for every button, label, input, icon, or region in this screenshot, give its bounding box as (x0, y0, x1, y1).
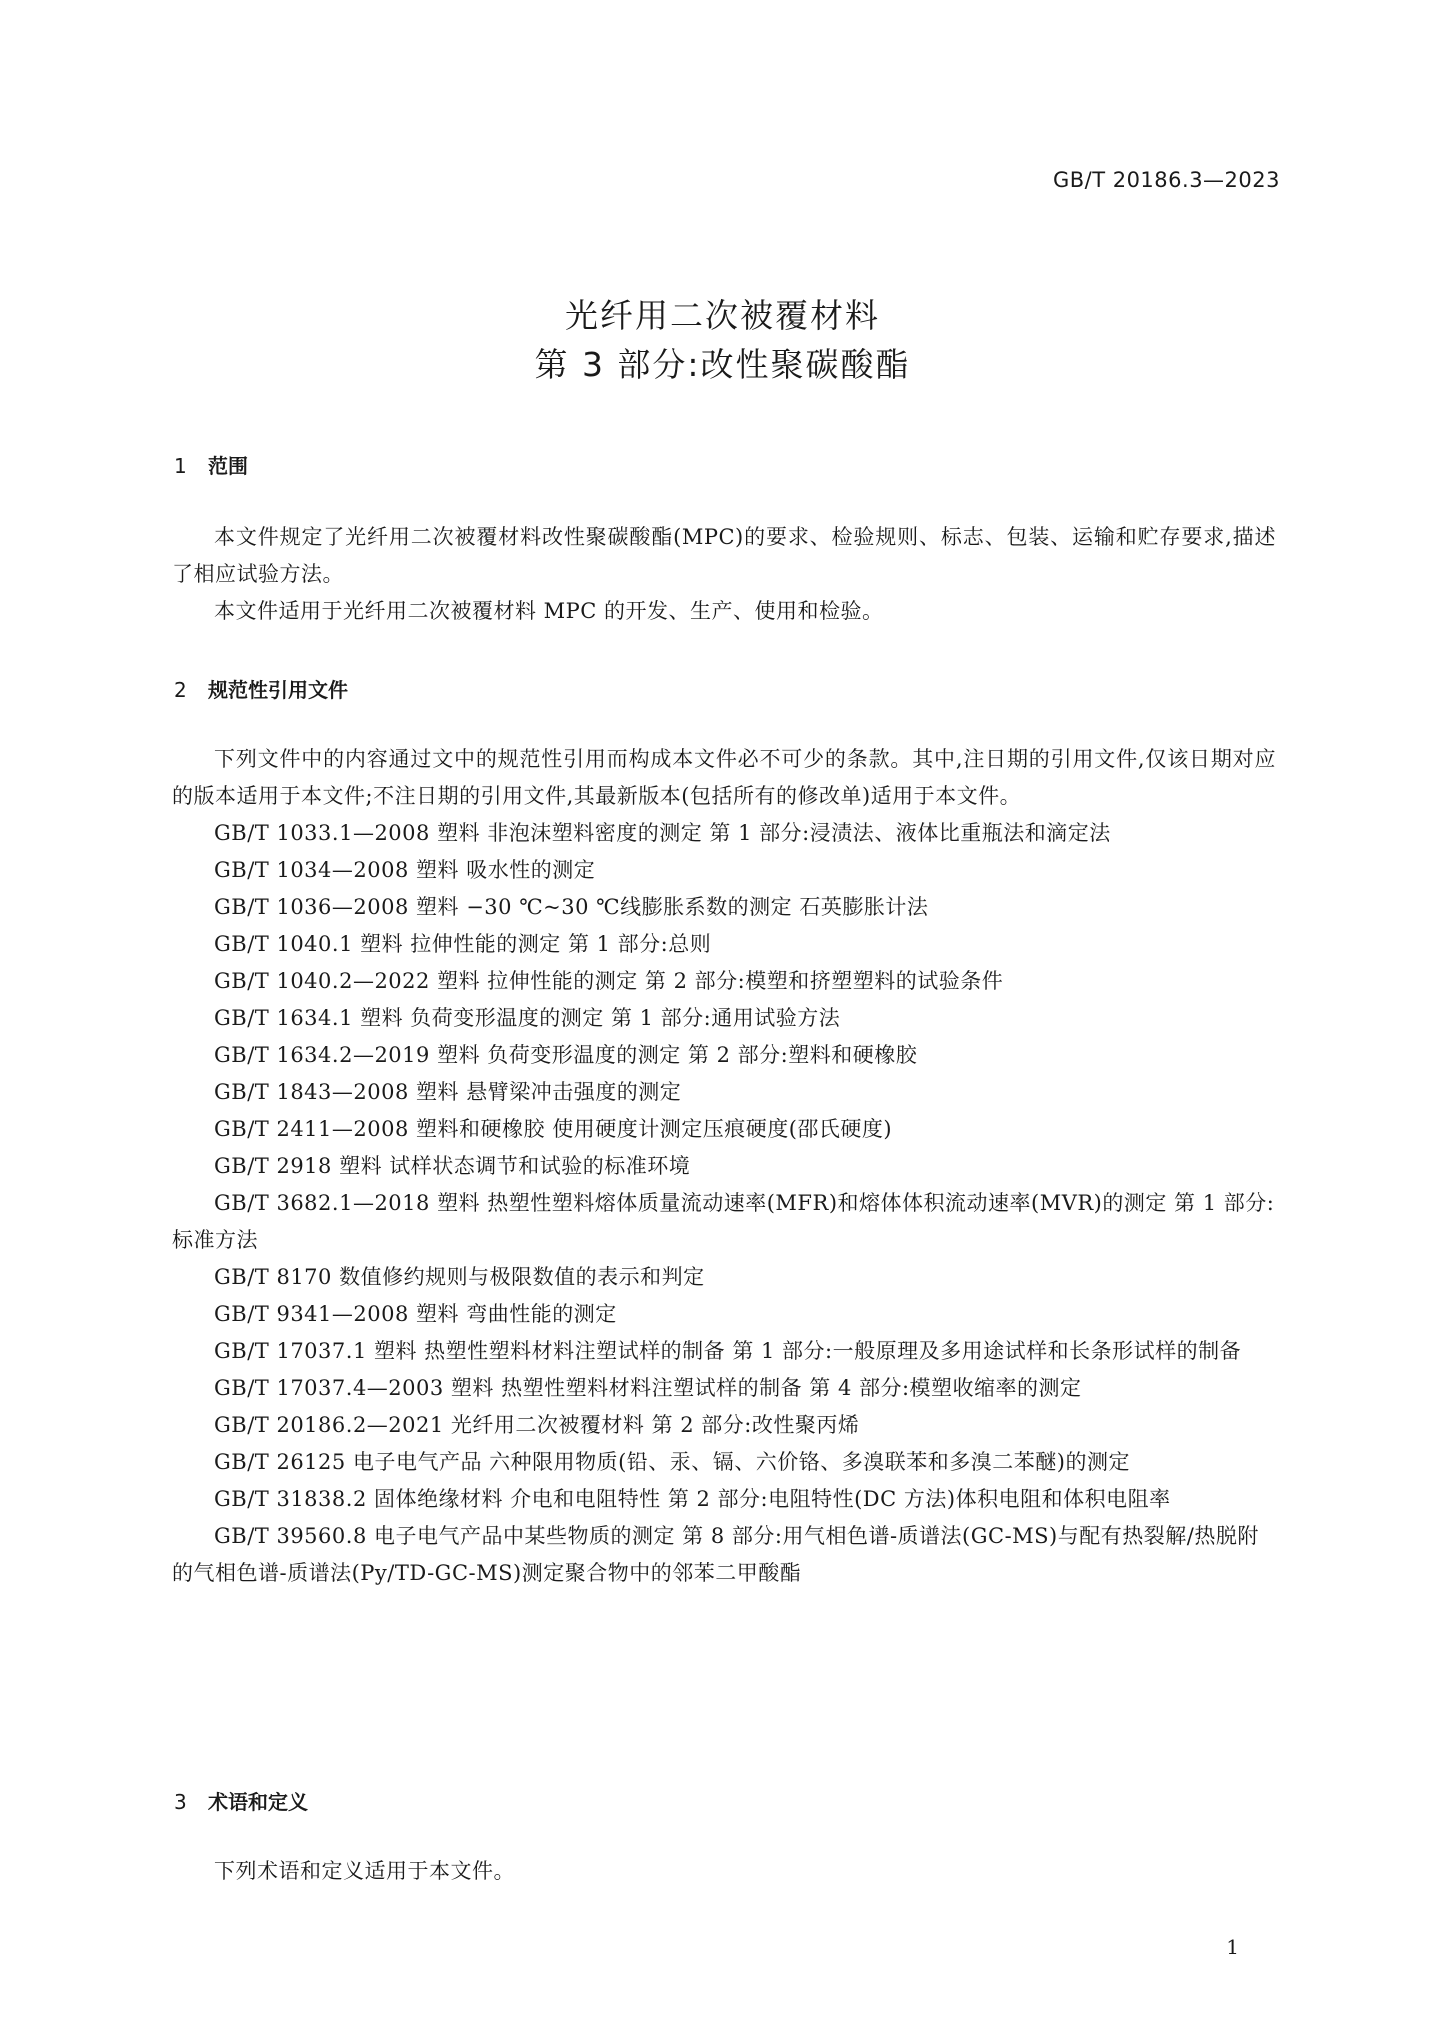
page-number: 1 (1226, 1935, 1239, 1959)
reference-item: GB/T 8170 数值修约规则与极限数值的表示和判定 (214, 1265, 705, 1289)
reference-item: GB/T 17037.4—2003 塑料 热塑性塑料材料注塑试样的制备 第 4 部分:模塑收缩率的测定 (214, 1376, 1082, 1400)
reference-item: GB/T 1034—2008 塑料 吸水性的测定 (214, 858, 596, 882)
document-title-line2: 第 3 部分:改性聚碳酸酯 (534, 345, 911, 384)
reference-item: GB/T 26125 电子电气产品 六种限用物质(铅、汞、镉、六价铬、多溴联苯和多溴二苯醚)的测定 (214, 1450, 1131, 1474)
section-number: 1 (174, 454, 187, 478)
section-1-heading (174, 450, 248, 479)
reference-item: GB/T 1634.2—2019 塑料 负荷变形温度的测定 第 2 部分:塑料和硬橡胶 (214, 1043, 918, 1067)
reference-item: GB/T 1036—2008 塑料 −30 ℃~30 ℃线膨胀系数的测定 石英膨胀计法 (214, 895, 929, 919)
standard-code: GB/T 20186.3—2023 (1052, 168, 1280, 192)
reference-item: GB/T 31838.2 固体绝缘材料 介电和电阻特性 第 2 部分:电阻特性(DC 方法)体积电阻和体积电阻率 (214, 1487, 1171, 1511)
paragraph: 本文件适用于光纤用二次被覆材料 MPC 的开发、生产、使用和检验。 (214, 599, 884, 623)
document-title-line1: 光纤用二次被覆材料 (565, 296, 880, 335)
reference-item: GB/T 3682.1—2018 塑料 热塑性塑料熔体质量流动速率(MFR)和熔体体积流动速率(MVR)的测定 第 1 部分:标准方法 (172, 1191, 1275, 1252)
paragraph: 本文件规定了光纤用二次被覆材料改性聚碳酸酯(MPC)的要求、检验规则、标志、包装、运输和贮存要求,描述了相应试验方法。 (172, 525, 1276, 586)
section-1-body (172, 519, 1276, 630)
intro-paragraph: 下列文件中的内容通过文中的规范性引用而构成本文件必不可少的条款。其中,注日期的引用文件,仅该日期对应的版本适用于本文件;不注日期的引用文件,其最新版本(包括所有的修改单)适用于本文件。 (172, 747, 1276, 808)
section-3-body (172, 1853, 1276, 1890)
reference-item: GB/T 2411—2008 塑料和硬橡胶 使用硬度计测定压痕硬度(邵氏硬度) (214, 1117, 893, 1141)
reference-item: GB/T 1634.1 塑料 负荷变形温度的测定 第 1 部分:通用试验方法 (214, 1006, 841, 1030)
section-title: 范围 (208, 454, 248, 478)
reference-item: GB/T 20186.2—2021 光纤用二次被覆材料 第 2 部分:改性聚丙烯 (214, 1413, 860, 1437)
reference-item: GB/T 17037.1 塑料 热塑性塑料材料注塑试样的制备 第 1 部分:一般原理及多用途试样和长条形试样的制备 (214, 1339, 1242, 1363)
section-number: 3 (174, 1790, 187, 1814)
reference-item: GB/T 39560.8 电子电气产品中某些物质的测定 第 8 部分:用气相色谱-质谱法(GC-MS)与配有热裂解/热脱附的气相色谱-质谱法(Py/TD-GC-MS)测定聚合物中的邻苯二甲酸酯 (172, 1524, 1259, 1585)
section-title: 术语和定义 (208, 1790, 308, 1814)
section-number: 2 (174, 678, 187, 702)
section-2-body (172, 741, 1276, 1592)
reference-item: GB/T 1040.2—2022 塑料 拉伸性能的测定 第 2 部分:模塑和挤塑塑料的试验条件 (214, 969, 1004, 993)
reference-item: GB/T 1040.1 塑料 拉伸性能的测定 第 1 部分:总则 (214, 932, 712, 956)
section-2-heading (174, 674, 348, 703)
reference-item: GB/T 1033.1—2008 塑料 非泡沫塑料密度的测定 第 1 部分:浸渍法、液体比重瓶法和滴定法 (214, 821, 1111, 845)
reference-item: GB/T 2918 塑料 试样状态调节和试验的标准环境 (214, 1154, 691, 1178)
section-3-heading (174, 1786, 308, 1815)
paragraph: 下列术语和定义适用于本文件。 (214, 1859, 515, 1883)
section-title: 规范性引用文件 (208, 678, 348, 702)
reference-item: GB/T 9341—2008 塑料 弯曲性能的测定 (214, 1302, 617, 1326)
reference-item: GB/T 1843—2008 塑料 悬臂梁冲击强度的测定 (214, 1080, 682, 1104)
